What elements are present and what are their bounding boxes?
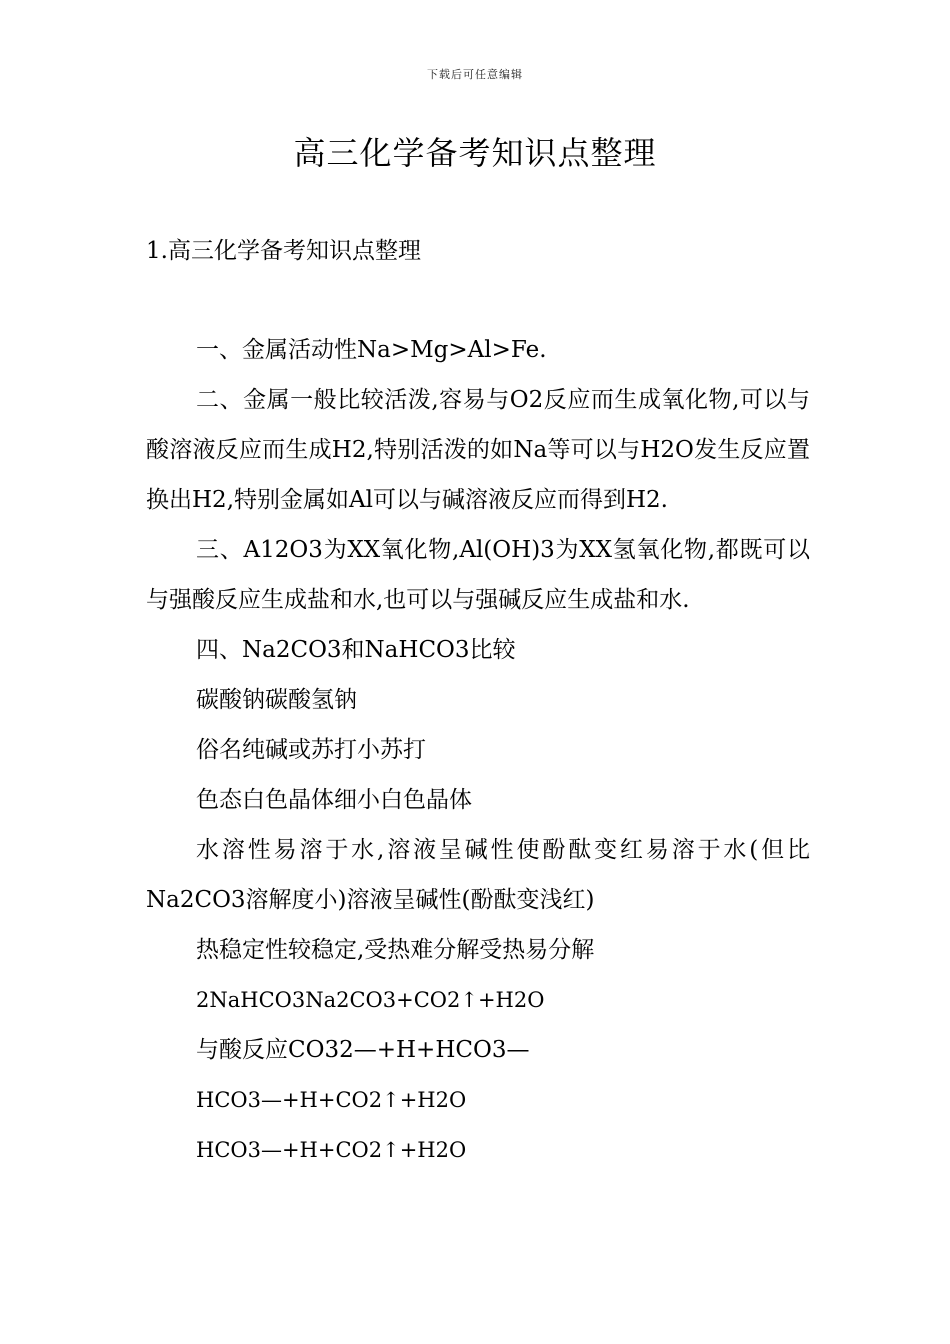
paragraph-metal-activity: 一、金属活动性Na>Mg>Al>Fe. (196, 337, 547, 363)
paragraph-comparison-heading: 四、Na2CO3和NaHCO3比较 (196, 637, 516, 663)
comparison-row-acid-reaction: 与酸反应CO32—+H+HCO3— (196, 1037, 530, 1063)
document-body (146, 325, 810, 1175)
section-heading: 1.高三化学备考知识点整理 (146, 238, 421, 264)
equation-acid-reaction-2: HCO3—+H+CO2↑+H2O (196, 1138, 467, 1162)
equation-decomposition: 2NaHCO3Na2CO3+CO2↑+H2O (196, 988, 545, 1012)
equation-acid-reaction-1: HCO3—+H+CO2↑+H2O (196, 1088, 467, 1112)
paragraph-amphoteric: 三、A12O3为XX氧化物,Al(OH)3为XX氢氧化物,都既可以与强酸反应生成盐和水,也可以与强碱反应生成盐和水. (146, 537, 810, 613)
comparison-row-appearance: 色态白色晶体细小白色晶体 (196, 787, 472, 813)
comparison-row-names: 碳酸钠碳酸氢钠 (196, 687, 357, 713)
comparison-row-common-name: 俗名纯碱或苏打小苏打 (196, 737, 426, 763)
paragraph-metal-reactivity: 二、金属一般比较活泼,容易与O2反应而生成氧化物,可以与酸溶液反应而生成H2,特别活泼的如Na等可以与H2O发生反应置换出H2,特别金属如Al可以与碱溶液反应而得到H2. (146, 387, 810, 513)
document-title: 高三化学备考知识点整理 (293, 134, 657, 172)
header-note: 下载后可任意编辑 (427, 68, 523, 81)
comparison-row-solubility: 水溶性易溶于水,溶液呈碱性使酚酞变红易溶于水(但比Na2CO3溶解度小)溶液呈碱性(酚酞变浅红) (146, 837, 810, 913)
comparison-row-thermal-stability: 热稳定性较稳定,受热难分解受热易分解 (196, 937, 595, 963)
